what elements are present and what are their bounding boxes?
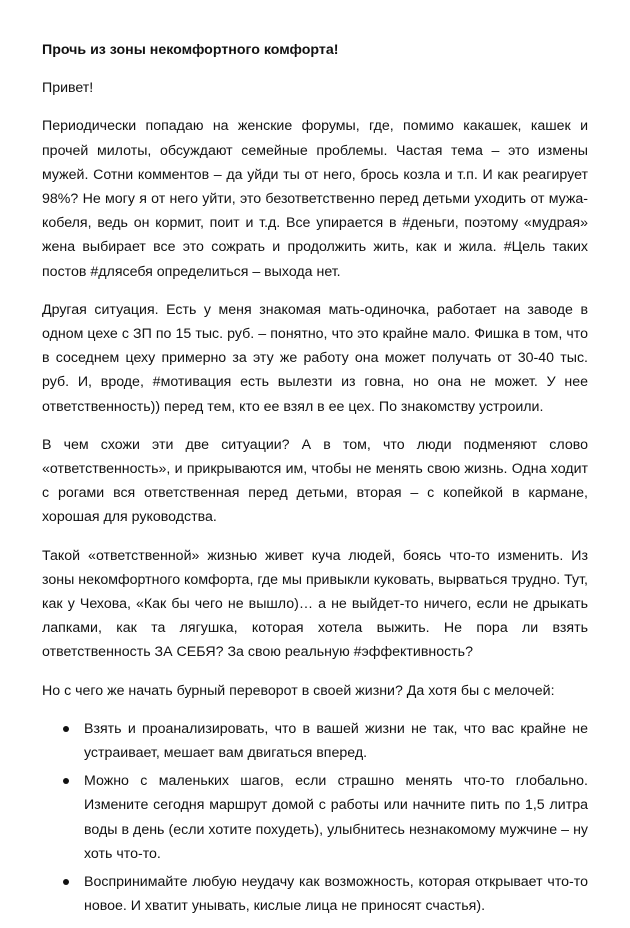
list-item xyxy=(42,769,588,866)
paragraph-1: Периодически попадаю на женские форумы, где, помимо какашек, кашек и прочей милоты, обсуждают семейные проблемы. Частая тема – это измены мужей. Сотни комментов – да уйди ты от него, брось козла и т.п. И как реагирует 98%? Не могу я от него уйти, это безответственно перед детьми уходить от мужа-кобеля, ведь он кормит, поит и т.д. Все упирается в #деньги, поэтому «мудрая» жена выбирает все это сожрать и продолжить жить, как и жила. #Цель таких постов #длясебя определиться – выхода нет. xyxy=(42,118,588,280)
list-item xyxy=(42,870,588,918)
list-item xyxy=(42,717,588,765)
list-item-text: Воспринимайте любую неудачу как возможность, которая открывает что-то новое. И хватит унывать, кислые лица не приносят счастья). xyxy=(84,874,588,915)
bullet-icon xyxy=(63,778,69,784)
paragraph-2: Другая ситуация. Есть у меня знакомая мать-одиночка, работает на заводе в одном цехе с ЗП по 15 тыс. руб. – понятно, что это крайне мало. Фишка в том, что в соседнем цеху примерно за эту же работу она может получать от 30-40 тыс. руб. И, вроде, #мотивация есть вылезти из говна, но она не может. У нее ответственность)) перед тем, кто ее взял в ее цех. По знакомству устроили. xyxy=(42,301,588,415)
paragraph-3: В чем схожи эти две ситуации? А в том, что люди подменяют слово «ответственность», и прикрываются им, чтобы не менять свою жизнь. Одна ходит с рогами вся ответственная перед детьми, вторая – с копейкой в кармане, хорошая для руководства. xyxy=(42,436,588,526)
bullet-icon xyxy=(63,879,69,885)
list-intro: Но с чего же начать бурный переворот в своей жизни? Да хотя бы с мелочей: xyxy=(42,682,555,699)
bullet-icon xyxy=(63,726,69,732)
list-item-text: Можно с маленьких шагов, если страшно менять что-то глобально. Измените сегодня маршрут домой с работы или начните пить по 1,5 литра воды в день (если хотите похудеть), улыбнитесь незнакомому мужчине – ну хоть что-то. xyxy=(84,773,588,862)
bullet-list xyxy=(42,717,588,919)
paragraph-4: Такой «ответственной» жизнью живет куча людей, боясь что-то изменить. Из зоны некомфортного комфорта, где мы привыкли куковать, вырваться трудно. Тут, как у Чехова, «Как бы чего не вышло)… а не выйдет-то ничего, если не дрыкать лапками, как та лягушка, которая хотела выжить. Не пора ли взять ответственность ЗА СЕБЯ? За свою реальную #эффективность? xyxy=(42,547,588,661)
document-page xyxy=(42,38,588,923)
document-title: Прочь из зоны некомфортного комфорта! xyxy=(42,42,339,58)
list-item-text: Взять и проанализировать, что в вашей жизни не так, что вас крайне не устраивает, мешает вам двигаться вперед. xyxy=(84,720,588,762)
greeting: Привет! xyxy=(42,80,94,97)
